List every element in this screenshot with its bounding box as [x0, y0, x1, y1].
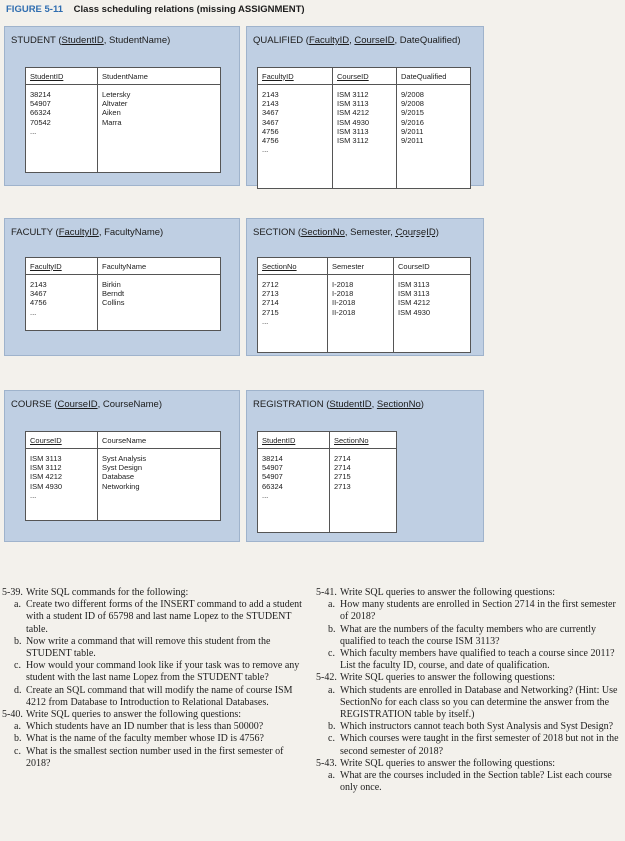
student-panel — [4, 26, 240, 186]
student-header-name: StudentName — [102, 71, 148, 81]
table-cell: ISM 3113 — [30, 454, 62, 463]
table-cell: ... — [262, 316, 269, 326]
registration-col-section — [330, 449, 396, 532]
question-text: Write SQL queries to answer the following questions: — [340, 587, 556, 598]
question-part: a. Create two different forms of the INSERT command to add a student with a student ID of 65798 and last name Lopez to the STUDENT table. — [14, 599, 302, 635]
table-cell: II-2018 — [332, 298, 356, 308]
registration-panel — [246, 390, 484, 542]
table-cell: 4756 — [30, 298, 47, 308]
figure-number: FIGURE 5-11 — [6, 4, 64, 15]
faculty-header-id: FacultyID — [26, 258, 98, 274]
table-cell: Altvater — [102, 99, 128, 109]
question-5-43 — [316, 758, 622, 770]
student-title: STUDENT (StudentID, StudentName) — [11, 35, 171, 46]
table-cell: Syst Design — [102, 463, 143, 473]
qualified-title: QUALIFIED (FacultyID, CourseID, DateQualified) — [253, 35, 461, 46]
table-cell: 9/2015 — [401, 108, 424, 118]
qualified-panel — [246, 26, 484, 186]
section-header-course: CourseID — [398, 261, 430, 271]
registration-table — [257, 431, 397, 533]
table-cell: 2713 — [262, 289, 279, 299]
table-cell: Aiken — [102, 108, 121, 118]
table-cell: 2143 — [30, 280, 47, 289]
question-part: c. Which faculty members have qualified to teach a course since 2011? List the faculty ID, course, and date of qualification. — [328, 648, 615, 672]
table-cell: ISM 3113 — [337, 126, 369, 136]
section-header-no: SectionNo — [258, 258, 328, 274]
table-cell: 2715 — [334, 472, 351, 482]
table-cell: 9/2011 — [401, 126, 424, 136]
questions-right-column — [316, 587, 622, 794]
table-cell: II-2018 — [332, 307, 356, 317]
table-cell: 70542 — [30, 117, 51, 127]
table-cell: Berndt — [102, 289, 125, 299]
table-cell: ISM 3113 — [337, 99, 369, 109]
table-cell: 9/2016 — [401, 117, 424, 127]
table-cell: ISM 3112 — [337, 136, 369, 146]
table-cell: ISM 3113 — [398, 280, 430, 289]
figure-caption — [6, 4, 305, 15]
faculty-title: FACULTY (FacultyID, FacultyName) — [11, 227, 164, 238]
table-cell: 2712 — [262, 280, 279, 289]
course-header-name: CourseName — [102, 435, 147, 445]
table-cell: ISM 4212 — [337, 108, 370, 118]
qualified-header-date: DateQualified — [401, 71, 447, 81]
qualified-col-faculty — [258, 85, 333, 188]
course-col-id — [26, 449, 98, 520]
table-cell: 3467 — [30, 289, 47, 299]
faculty-col-name — [98, 275, 220, 330]
table-cell: 66324 — [262, 481, 283, 491]
table-cell: ... — [30, 307, 37, 317]
table-cell: 54907 — [30, 99, 51, 109]
faculty-col-id — [26, 275, 98, 330]
registration-header-student: StudentID — [258, 432, 330, 448]
table-cell: ISM 4930 — [337, 117, 370, 127]
course-col-name — [98, 449, 220, 520]
registration-col-student — [258, 449, 330, 532]
table-cell: 9/2011 — [401, 136, 424, 146]
course-table — [25, 431, 221, 521]
table-cell: Syst Analysis — [102, 454, 147, 463]
student-header-id: StudentID — [26, 68, 98, 84]
question-part: c. Which courses were taught in the first semester of 2018 but not in the second semester of 2018? — [328, 733, 619, 757]
question-number: 5-40. — [2, 709, 23, 721]
table-cell: ... — [30, 490, 37, 500]
faculty-header-name: FacultyName — [102, 261, 147, 271]
course-title: COURSE (CourseID, CourseName) — [11, 399, 162, 410]
table-cell: Letersky — [102, 90, 131, 99]
course-header-id: CourseID — [26, 432, 98, 448]
table-cell: 9/2008 — [401, 90, 424, 99]
question-number: 5-42. — [316, 672, 337, 684]
table-cell: 2714 — [334, 454, 351, 463]
table-cell: 2713 — [334, 481, 351, 491]
table-cell: Birkin — [102, 280, 121, 289]
registration-title: REGISTRATION (StudentID, SectionNo) — [253, 399, 424, 410]
question-part: c. What is the smallest section number used in the first semester of 2018? — [14, 745, 284, 769]
table-cell: Database — [102, 472, 135, 482]
table-cell: ISM 3113 — [398, 289, 430, 299]
student-col-name — [98, 85, 220, 172]
table-cell: 3467 — [262, 108, 279, 118]
faculty-panel — [4, 218, 240, 356]
question-part: b. Now write a command that will remove this student from the STUDENT table. — [14, 635, 271, 660]
table-cell: 9/2008 — [401, 99, 424, 109]
table-cell: ISM 4212 — [30, 472, 63, 482]
question-number: 5-41. — [316, 587, 337, 598]
section-col-semester — [328, 275, 394, 352]
table-cell: 4756 — [262, 136, 279, 146]
qualified-header-faculty: FacultyID — [258, 68, 333, 84]
question-5-42 — [316, 672, 622, 684]
table-cell: ISM 3112 — [30, 463, 62, 473]
qualified-header-course: CourseID — [333, 68, 397, 84]
table-cell: ... — [262, 490, 269, 500]
question-part: d. Create an SQL command that will modify the name of course ISM 4212 from Database to Introduction to Relational Databases. — [14, 684, 293, 708]
question-part: a. Which students have an ID number that is less than 50000? — [14, 721, 264, 733]
table-cell: 38214 — [262, 454, 283, 463]
figure-title: Class scheduling relations (missing ASSIGNMENT) — [73, 4, 305, 15]
question-5-41 — [316, 587, 622, 599]
table-cell: ISM 3112 — [337, 90, 369, 99]
table-cell: ... — [30, 126, 37, 136]
registration-header-section: SectionNo — [334, 435, 369, 445]
table-cell: 38214 — [30, 90, 51, 99]
section-table — [257, 257, 471, 353]
table-cell: 2714 — [334, 463, 351, 473]
question-text: Write SQL queries to answer the following questions: — [26, 709, 242, 721]
table-cell: 3467 — [262, 117, 279, 127]
table-cell: 66324 — [30, 108, 51, 118]
question-number: 5-39. — [2, 587, 23, 598]
qualified-col-course — [333, 85, 397, 188]
table-cell: 2143 — [262, 90, 279, 99]
question-part: b. What is the name of the faculty member whose ID is 4756? — [14, 733, 264, 745]
table-cell: ... — [262, 145, 269, 155]
table-cell: ISM 4930 — [398, 307, 431, 317]
student-table — [25, 67, 221, 173]
question-part: a. Which students are enrolled in Database and Networking? (Hint: Use SectionNo for each class so you can determine the answer from the REGISTRATION table by itself.) — [328, 684, 618, 721]
table-cell: 2715 — [262, 307, 279, 317]
question-part: a. What are the courses included in the Section table? List each course only once. — [328, 770, 612, 794]
section-col-no — [258, 275, 328, 352]
question-text: Write SQL commands for the following: — [26, 587, 189, 598]
section-panel — [246, 218, 484, 356]
qualified-col-date — [397, 85, 470, 188]
section-header-semester: Semester — [328, 258, 394, 274]
table-cell: ISM 4930 — [30, 481, 63, 491]
question-part: b. Which instructors cannot teach both Syst Analysis and Syst Design? — [328, 721, 614, 733]
question-number: 5-43. — [316, 757, 337, 769]
question-part: b. What are the numbers of the faculty members who are currently qualified to teach the course ISM 3113? — [328, 623, 597, 647]
section-col-course — [394, 275, 470, 352]
table-cell: 4756 — [262, 126, 279, 136]
table-cell: 54907 — [262, 463, 283, 473]
table-cell: Networking — [102, 481, 140, 491]
table-cell: I-2018 — [332, 289, 354, 299]
question-5-39 — [2, 587, 302, 599]
questions-left-column — [2, 587, 302, 770]
table-cell: ISM 4212 — [398, 298, 431, 308]
table-cell: 2714 — [262, 298, 279, 308]
question-part: a. How many students are enrolled in Section 2714 in the first semester of 2018? — [328, 599, 616, 623]
qualified-table — [257, 67, 471, 189]
table-cell: 54907 — [262, 472, 283, 482]
table-cell: Marra — [102, 117, 122, 127]
student-col-id — [26, 85, 98, 172]
table-cell: 2143 — [262, 99, 279, 109]
faculty-table — [25, 257, 221, 331]
section-title: SECTION (SectionNo, Semester, CourseID) — [253, 227, 439, 238]
course-panel — [4, 390, 240, 542]
question-text: Write SQL queries to answer the following questions: — [340, 757, 556, 769]
question-5-40 — [2, 709, 302, 721]
question-text: Write SQL queries to answer the following questions: — [340, 672, 556, 684]
table-cell: I-2018 — [332, 280, 354, 289]
table-cell: Collins — [102, 298, 125, 308]
question-part: c. How would your command look like if your task was to remove any student with the last name Lopez from the STUDENT table? — [14, 660, 300, 684]
